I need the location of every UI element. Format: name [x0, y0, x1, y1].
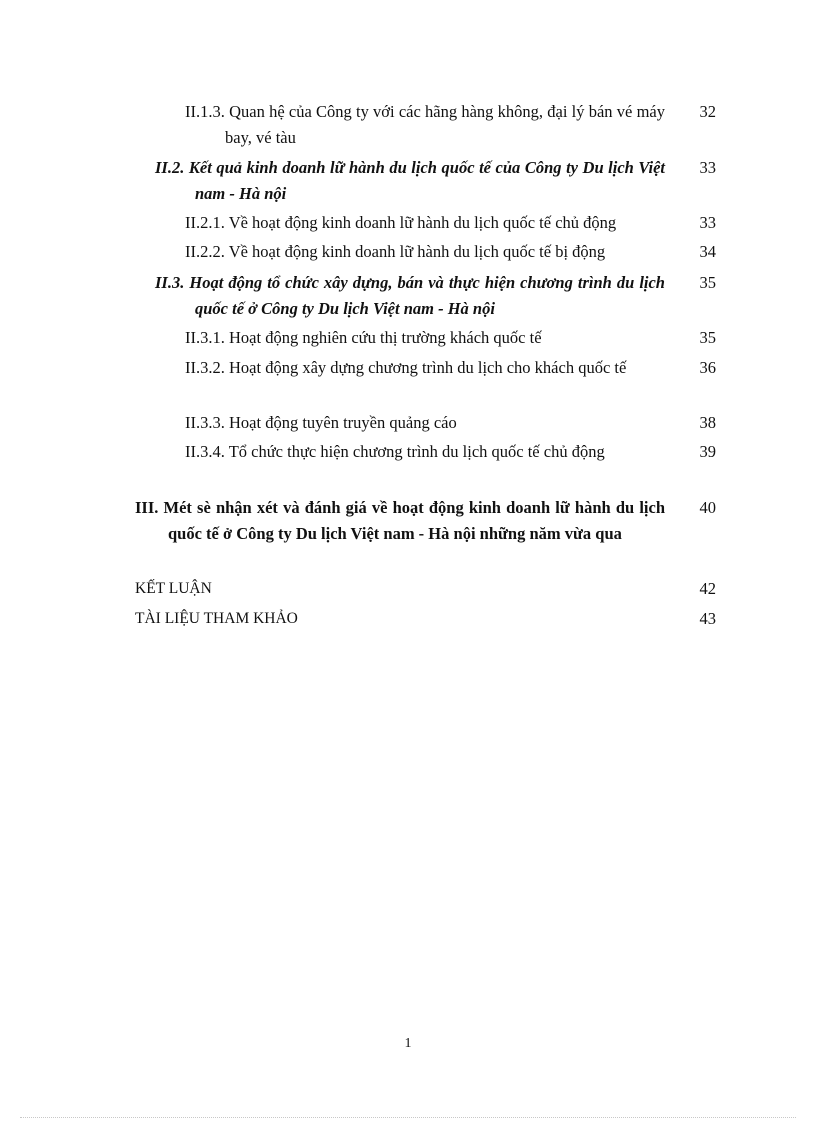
toc-entry-title: II.1.3. Quan hệ của Công ty với các hãng hàng không, đại lý bán vé máy bay, vé tàu [185, 102, 665, 147]
toc-entry-page: 33 [699, 158, 716, 177]
toc-entry-title: KẾT LUẬN [135, 580, 212, 597]
toc-entry-title: II.2. Kết quả kinh doanh lữ hành du lịch quốc tế của Công ty Du lịch Việt nam - Hà nội [155, 158, 665, 203]
toc-entry-page: 42 [699, 579, 716, 598]
toc-entry-page: 34 [699, 242, 716, 261]
toc-entry-page: 32 [699, 102, 716, 121]
toc-entry-title: II.3.4. Tổ chức thực hiện chương trình du lịch quốc tế chủ động [185, 442, 605, 461]
toc-entry-page: 35 [699, 273, 716, 292]
toc-entry-title: TÀI LIỆU THAM KHẢO [135, 610, 298, 627]
page-number: 1 [404, 1036, 412, 1051]
toc-entry-page: 38 [699, 413, 716, 432]
toc-entry-page: 39 [699, 442, 716, 461]
toc-entry-page: 35 [699, 328, 716, 347]
toc-entry-title: II.3.1. Hoạt động nghiên cứu thị trường khách quốc tế [185, 328, 542, 347]
toc-entry-page: 36 [699, 358, 716, 377]
toc-entry-title: II.3. Hoạt động tổ chức xây dựng, bán và thực hiện chương trình du lịch quốc tế ở Công ty Du lịch Việt nam - Hà nội [155, 273, 665, 318]
toc-entry-title: II.3.3. Hoạt động tuyên truyền quảng cáo [185, 413, 457, 432]
toc-entry-title: II.3.2. Hoạt động xây dựng chương trình du lịch cho khách quốc tế [185, 358, 627, 377]
toc-entry-title: II.2.2. Về hoạt động kinh doanh lữ hành du lịch quốc tế bị động [185, 242, 606, 261]
toc-entry-title: III. Mét sè nhận xét và đánh giá về hoạt động kinh doanh lữ hành du lịch quốc tế ở Công ty Du lịch Việt nam - Hà nội những năm vừa qua [135, 498, 665, 543]
toc-entry-page: 40 [699, 498, 716, 517]
toc-entry-title: II.2.1. Về hoạt động kinh doanh lữ hành du lịch quốc tế chủ động [185, 213, 617, 232]
page-bottom-divider [20, 1117, 796, 1118]
toc-entry-page: 43 [699, 609, 716, 628]
toc-entry-page: 33 [699, 213, 716, 232]
